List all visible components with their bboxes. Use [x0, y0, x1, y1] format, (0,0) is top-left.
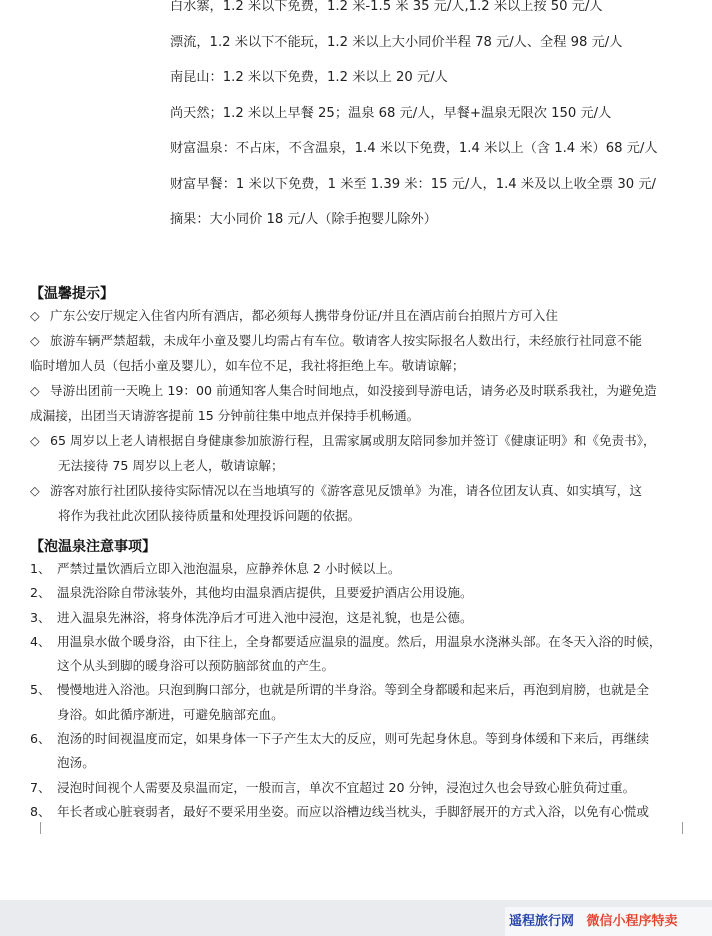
note-text: 泡汤的时间视温度而定，如果身体一下子产生太大的反应，则可先起身休息。等到身体缓和下来后，再继续	[57, 731, 649, 747]
price-line: 漂流，1.2 米以下不能玩，1.2 米以上大小同价半程 78 元/人、全程 98 元/人	[170, 34, 623, 50]
tip-item	[30, 430, 712, 455]
notes-title: 【泡温泉注意事项】	[30, 539, 156, 555]
note-number: 3、	[30, 609, 51, 625]
watermark-banner	[505, 907, 712, 936]
note-number: 2、	[30, 585, 51, 601]
tip-text: 旅游车辆严禁超载，未成年小童及婴儿均需占有车位。敬请客人按实际报名人数出行，未经旅行社同意不能	[50, 333, 642, 348]
note-item	[30, 582, 712, 606]
price-line: 财富温泉：不占床，不含温泉，1.4 米以下免费，1.4 米以上（含 1.4 米）68 元/人	[170, 141, 658, 156]
note-item	[30, 777, 712, 801]
tip-text: 65 周岁以上老人请根据自身健康参加旅游行程，且需家属或朋友陪同参加并签订《健康证明》和《免责书》，	[50, 433, 656, 448]
note-item	[30, 607, 712, 631]
wechat-miniprogram-label: 微信小程序特卖	[586, 914, 678, 929]
tip-item	[30, 330, 712, 355]
note-item	[30, 679, 712, 703]
note-text: 温泉洗浴除自带泳装外，其他均由温泉酒店提供，且要爱护酒店公用设施。	[57, 585, 473, 601]
note-number: 6、	[30, 731, 51, 747]
tip-continuation: 成漏接，出团当天请游客提前 15 分钟前往集中地点并保持手机畅通。	[30, 408, 420, 423]
note-text: 浸泡时间视个人需要及泉温而定，一般而言，单次不宜超过 20 分钟，浸泡过久也会导致心脏负荷过重。	[57, 779, 636, 795]
tip-continuation: 将作为我社此次团队接待质量和处理投诉问题的依据。	[58, 508, 361, 523]
note-item	[30, 631, 712, 655]
tip-text: 广东公安厅规定入住省内所有酒店，都必须每人携带身份证/并且在酒店前台拍照片方可入住	[50, 308, 558, 323]
tip-text: 游客对旅行社团队接待实际情况以在当地填写的《游客意见反馈单》为准，请各位团友认真、如实填写，这	[50, 483, 642, 498]
tips-section	[30, 283, 712, 530]
note-text: 进入温泉先淋浴，将身体洗净后才可进入池中浸泡，这是礼貌，也是公德。	[57, 609, 473, 625]
tip-item	[30, 380, 712, 405]
page-margin-corner-mark	[682, 822, 693, 834]
note-item	[30, 728, 712, 752]
hot-spring-notes-section	[30, 536, 712, 825]
page-margin-corner-mark	[30, 822, 41, 834]
price-line: 白水寨，1.2 米以下免费，1.2 米-1.5 米 35 元/人,1.2 米以上按 50 元/人	[170, 0, 603, 14]
note-text: 年长者或心脏衰弱者，最好不要采用坐姿。而应以浴槽边线当枕头，手脚舒展开的方式入浴，以免有心慌或	[57, 803, 649, 819]
tip-continuation: 临时增加人员（包括小童及婴儿），如车位不足，我社将拒绝上车。敬请谅解；	[30, 358, 465, 373]
tip-item	[30, 480, 712, 505]
note-item	[30, 801, 712, 825]
price-line: 摘果：大小同价 18 元/人（除手抱婴儿除外）	[170, 212, 437, 227]
diamond-bullet-icon: ◇	[30, 483, 40, 498]
note-number: 4、	[30, 633, 51, 649]
diamond-bullet-icon: ◇	[30, 308, 40, 323]
note-text: 用温泉水做个暖身浴，由下往上，全身都要适应温泉的温度。然后，用温泉水浇淋头部。在冬天入浴的时候，	[57, 633, 662, 649]
tip-continuation: 无法接待 75 周岁以上老人，敬请谅解；	[58, 458, 284, 473]
tip-item	[30, 305, 712, 330]
diamond-bullet-icon: ◇	[30, 333, 40, 348]
tip-text: 导游出团前一天晚上 19：00 前通知客人集合时间地点，如没接到导游电话，请务必及时联系我社，为避免造	[50, 383, 657, 398]
price-list	[170, 0, 658, 243]
note-continuation: 身浴。如此循序渐进，可避免脑部充血。	[57, 706, 284, 722]
diamond-bullet-icon: ◇	[30, 433, 40, 448]
price-line: 财富早餐：1 米以下免费，1 米至 1.39 米：15 元/人，1.4 米及以上收全票 30 元/	[170, 176, 656, 192]
tips-title: 【温馨提示】	[30, 286, 114, 302]
price-line: 尚天然；1.2 米以上早餐 25；温泉 68 元/人，早餐+温泉无限次 150 元/人	[170, 105, 612, 121]
note-item	[30, 558, 712, 582]
note-continuation: 这个从头到脚的暖身浴可以预防脑部贫血的产生。	[57, 658, 335, 674]
note-number: 8、	[30, 803, 51, 819]
note-continuation: 泡汤。	[57, 755, 95, 771]
note-text: 严禁过量饮酒后立即入池泡温泉，应静养休息 2 小时候以上。	[57, 561, 401, 576]
price-line: 南昆山：1.2 米以下免费，1.2 米以上 20 元/人	[170, 70, 448, 85]
note-text: 慢慢地进入浴池。只泡到胸口部分，也就是所谓的半身浴。等到全身都暖和起来后，再泡到肩膀，也就是全	[57, 682, 649, 698]
note-number: 1、	[30, 561, 51, 576]
note-number: 5、	[30, 682, 51, 698]
note-number: 7、	[30, 779, 51, 795]
brand-name: 遥程旅行网	[509, 914, 575, 929]
diamond-bullet-icon: ◇	[30, 383, 40, 398]
